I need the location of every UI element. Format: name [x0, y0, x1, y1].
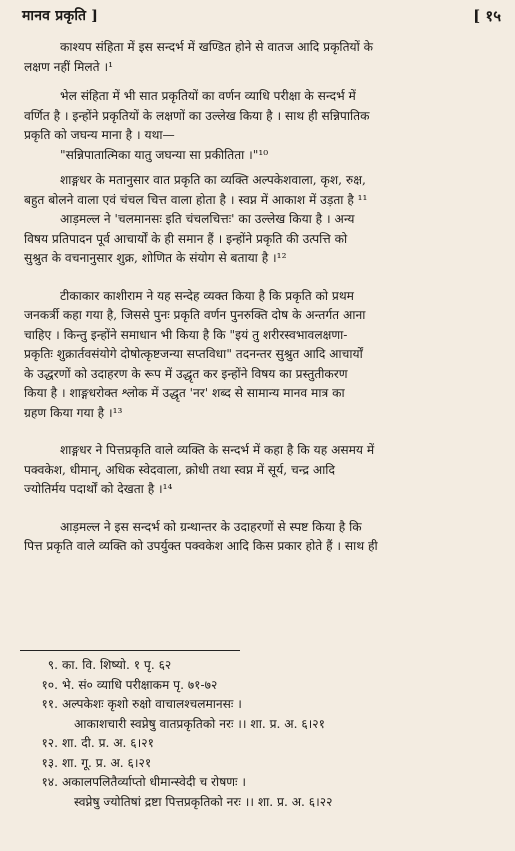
- text-line: विषय प्रतिपादन पूर्व आचार्यों के ही समान हैं । इन्होंने प्रकृति की उत्पत्ति को: [24, 231, 348, 246]
- text-line: पक्वकेश, धीमान्, अधिक स्वेदवाला, क्रोधी तथा स्वप्न में सूर्य, चन्द्र आदि: [24, 462, 335, 477]
- footnote-item: [22, 773, 501, 793]
- paragraph-adhamalla-pitta: [24, 518, 493, 557]
- footnote-number: १३.: [41, 755, 58, 770]
- footnote-number: १४.: [41, 775, 58, 789]
- footnote-continuation: [22, 715, 501, 735]
- quotation-line: "सन्निपातात्मिका यातु जघन्या सा प्रकीतिता ।"¹⁰: [60, 147, 269, 162]
- text-line: किया है । शाङ्गधरोक्त श्लोक में उद्धृत 'नर' शब्द से सामान्य मानव मात्र का: [24, 386, 345, 400]
- text-line: ग्रहण किया गया है ।¹³: [24, 405, 123, 420]
- paragraph-adhamalla: [24, 210, 493, 269]
- footnote-text: स्वप्नेषु ज्योतिषां द्रष्टा पित्तप्रकृतिको नरः ।। शा. प्र. अ. ६।२२: [74, 794, 333, 809]
- text-line: के उद्धरणों को उदाहरण के रूप में उद्धृत कर इन्होंने विषय का प्रस्तुतीकरण: [24, 366, 348, 381]
- paragraph-sharngadhar-vata: [24, 171, 493, 210]
- footnote-text: शा. गू. प्र. अ. ६।२१: [62, 755, 152, 770]
- text-line: शाङ्गधर ने पित्तप्रकृति वाले व्यक्ति के सन्दर्भ में कहा है कि यह असमय में: [60, 443, 375, 457]
- footnote-number: ९.: [47, 658, 58, 672]
- text-line: प्रकृति को जघन्य माना है । यथा—: [24, 128, 175, 142]
- text-line: चाहिए । किन्तु इन्होंने समाधान भी किया है कि "इयं तु शरीरस्वभावलक्षणा-: [24, 327, 348, 342]
- text-line: आड़मल्ल ने इस सन्दर्भ को ग्रन्थान्तर के उदाहरणों से स्पष्ट किया है कि: [60, 519, 362, 534]
- text-line: ज्योतिर्मय पदार्थों को देखता है ।¹⁴: [24, 482, 173, 496]
- footnote-text: आकाशचारी स्वप्नेषु वातप्रकृतिको नरः ।। शा. प्र. अ. ६।२१: [74, 716, 325, 731]
- text-line: पित्त प्रकृति वाले व्यक्ति को उपर्युक्त पक्वकेश आदि किस प्रकार होते हैं । साथ ही: [24, 539, 378, 553]
- footnotes: [22, 656, 501, 812]
- footnote-text: अकालपलितैर्व्याप्तो धीमान्स्वेदी च रोषणः ।: [62, 775, 247, 789]
- text-line: वर्णित है । इन्होंने प्रकृतियों के लक्षणों का उल्लेख किया है । साथ ही सन्निपातिक: [24, 108, 370, 123]
- footnote-text: का. वि. शिष्यो. १ पृ. ६२: [62, 658, 172, 672]
- footnote-item: [22, 695, 501, 715]
- footnote-number: ११.: [41, 697, 58, 711]
- text-line: बहुत बोलने वाला एवं चंचल चित्त वाला होता है । स्वप्न में आकाश में उड़ता है ¹¹: [24, 192, 368, 207]
- text-line: प्रकृतिः शुक्रार्तवसंयोगे दोषोत्कृष्टजन्या सप्तविधा" तदनन्तर सुश्रुत आदि आचार्यों: [24, 347, 363, 361]
- page-number: [ १५: [473, 7, 501, 25]
- paragraph-sharngadhar-pitta: [24, 441, 493, 500]
- footnote-item: [22, 656, 501, 676]
- page-header: [22, 6, 501, 30]
- text-line: टीकाकार काशीराम ने यह सन्देह व्यक्त किया है कि प्रकृति को प्रथम: [60, 288, 354, 303]
- footnote-item: [22, 734, 501, 754]
- footnote-text: भे. सं० व्याधि परीक्षाकम पृ. ७१-७२: [62, 677, 218, 692]
- footnote-item: [22, 754, 501, 774]
- footnote-continuation: [22, 793, 501, 813]
- footnote-item: [22, 676, 501, 696]
- footnote-text: शा. दी. प्र. अ. ६।२१: [62, 736, 154, 750]
- footnote-number: १०.: [41, 677, 58, 692]
- text-line: काश्यप संहिता में इस सन्दर्भ में खण्डित होने से वातज आदि प्रकृतियों के: [60, 40, 373, 54]
- footnote-number: १२.: [41, 736, 58, 750]
- text-line: आड़मल्ल ने 'चलमानसः इति चंचलचित्तः' का उल्लेख किया है । अन्य: [60, 212, 355, 226]
- running-title: मानव प्रकृति ]: [22, 8, 99, 24]
- text-line: सुश्रुत के वचनानुसार शुक्र, शोणित के संयोग से बताया है ।¹²: [24, 251, 287, 265]
- paragraph-kashiram: [24, 287, 493, 424]
- text-line: लक्षण नहीं मिलते ।¹: [24, 59, 113, 74]
- text-line: शाङ्गधर के मतानुसार वात प्रकृति का व्यक्ति अल्पकेशवाला, कृश, रुक्ष,: [60, 173, 366, 187]
- footnote-divider: [20, 650, 240, 651]
- text-line: जनकर्त्री कहा गया है, जिससे पुनः प्रकृति वर्णन पुनरुक्ति दोष के अन्तर्गत आना: [24, 308, 366, 322]
- paragraph-bhel: [24, 87, 493, 165]
- body-text: [24, 38, 493, 557]
- paragraph-kashyap: [24, 38, 493, 77]
- footnote-text: अल्पकेशः कृशो रुक्षो वाचालश्चलमानसः ।: [62, 697, 242, 711]
- text-line: भेल संहिता में भी सात प्रकृतियों का वर्णन व्याधि परीक्षा के सन्दर्भ में: [60, 89, 356, 103]
